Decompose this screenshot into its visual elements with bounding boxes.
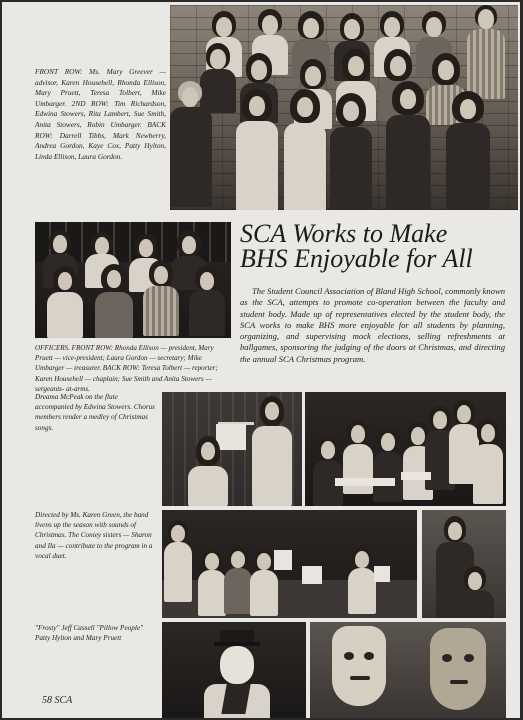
frosty-caption: "Frosty" Jeff Cassell "Pillow People" Patty Hylton and Mary Pruett — [35, 624, 144, 643]
group-photo-caption: FRONT ROW: Ms. Mary Greever — advisor, Karen Househell, Rhonda Ellison, Mary Pruett, Teresa Tolbert, Mike Umbarger. 2ND ROW: Tim Richardson, Edwina Stowers, Rita Lambert, Sue Smith, Anita Stowers, Robin Umbarger. BACK ROW: Darrell Tibbs, Mark Newberry, Andrea Gordon, Kaye Cox, Patty Hylton, Linda Ellison, Laura Gordon. — [35, 67, 166, 161]
article-body: The Student Council Association of Bland High School, commonly known as the SCA, attempts to promote co-operation between the faculty and student body. Made up of representatives elected by the student body, the SCA works to make BHS more enjoyable for all students by planning, organizing, and supervising mock elections, selling refreshments at ballgames, sponsoring the judging of the doors at Christmas, and directing the annual SCA Christmas program. — [240, 286, 505, 364]
vocal-duet-photo — [422, 510, 506, 618]
page-number: 58 SCA — [42, 695, 73, 706]
flute-photo — [162, 392, 302, 506]
band-photo — [162, 510, 417, 618]
chorus-photo — [305, 392, 506, 506]
pillow-mask-right — [430, 628, 486, 710]
article-headline — [240, 221, 515, 271]
frosty-photo — [162, 622, 306, 718]
pillow-people-photo — [310, 622, 506, 718]
headline-line-1: SCA Works to Make — [240, 219, 448, 248]
officers-caption: OFFICERS. FRONT ROW: Rhonda Ellison — president, Mary Pruett — vice-president; Laura Gordon — secretary; Mike Umbarger — treasurer. BACK ROW: Teresa Tolbert — reporter; Karen Househell — chaplain; Sue Smith and Anita Stowers — sergeants- at-arms. — [35, 344, 218, 393]
headline-line-2: BHS Enjoyable for All — [240, 244, 473, 273]
flute-caption: Dreama McPeak on the flute accompanied by Edwina Stowers. Chorus members render a medley of Christmas songs. — [35, 393, 155, 432]
band-caption: Directed by Ms. Karen Green, the band livens up the season with sounds of Christmas. The Coniey sisters — Sharon and Ila — contribute to the program in a vocal duet. — [35, 511, 153, 560]
sca-group-photo — [170, 5, 518, 210]
officers-photo — [35, 222, 231, 338]
pillow-mask-left — [332, 626, 386, 706]
